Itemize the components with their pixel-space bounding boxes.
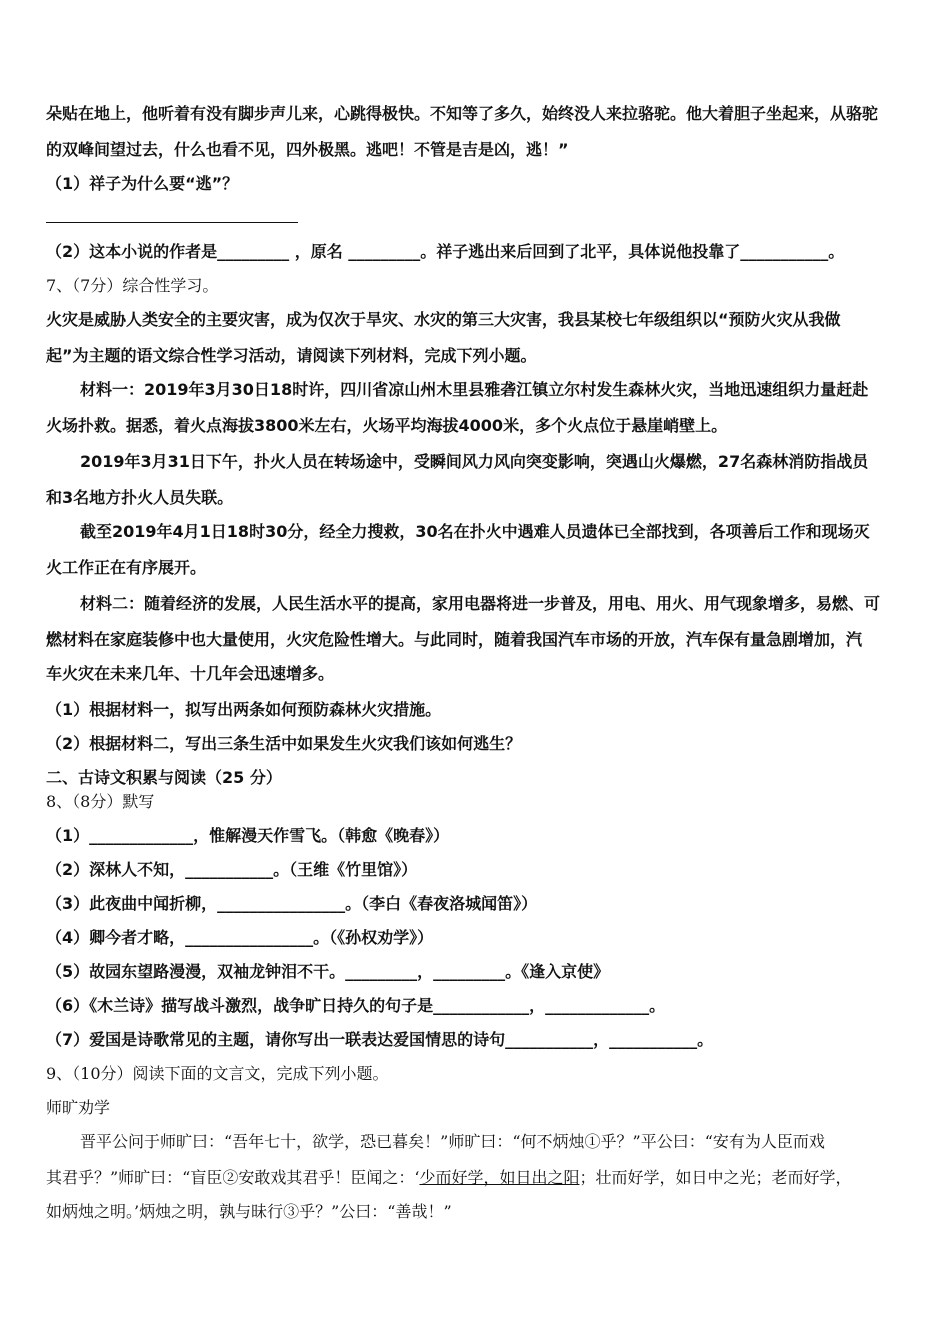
material-text: 火工作正在有序展开。 [46, 558, 207, 577]
material-text: 截至2019年4月1日18时30分，经全力搜救，30名在扑火中遇难人员遗体已全部找到，各项善后工作和现场灭 [80, 522, 870, 541]
passage-text: 晋平公问于师旷曰：“吾年七十，欲学，恐已暮矣！”师旷曰：“何不炳烛①乎？”平公曰：“安有为人臣而戏 [80, 1132, 825, 1151]
section-heading: 二、古诗文积累与阅读（25 分） [46, 768, 282, 787]
text-line: 起”为主题的语文综合性学习活动，请阅读下列材料，完成下列小题。 [46, 346, 537, 365]
material-text: 火场扑救。据悉，着火点海拔3800米左右，火场平均海拔4000米，多个火点位于悬崖峭壁上。 [46, 416, 728, 435]
question-text: （6）《木兰诗》描写战斗激烈，战争旷日持久的句子是____________，_____________。 [46, 996, 666, 1015]
question-heading-text: 7、（7分）综合性学习。 [46, 276, 219, 295]
question-text: （1）祥子为什么要“逃”？ [46, 174, 239, 193]
question-text: （5）故园东望路漫漫，双袖龙钟泪不干。_________，_________。《逢入京使》 [46, 962, 610, 981]
passage-text: 如炳烛之明。’炳烛之明，孰与昧行③乎？”公曰：“善哉！” [46, 1202, 452, 1221]
question-text: （1）_____________，惟解漫天作雪飞。（韩愈《晚春》） [46, 826, 450, 845]
material-text: 2019年3月31日下午，扑火人员在转场途中，受瞬间风力风向突变影响，突遇山火爆燃，27名森林消防指战员 [80, 452, 869, 471]
question-heading-text: 8、（8分）默写 [46, 792, 155, 811]
passage-segment: 其君乎？”师旷曰：“盲臣②安敢戏其君乎！臣闻之：‘ [46, 1168, 420, 1187]
question-heading: 9、（10分）阅读下面的文言文，完成下列小题。 [46, 1064, 389, 1083]
passage-text [46, 1168, 910, 1188]
question-text: （2）深林人不知，___________。（王维《竹里馆》） [46, 860, 418, 879]
answer-blank-line [46, 222, 298, 223]
text-line: 火灾是威胁人类安全的主要灾害，成为仅次于旱灾、水灾的第三大灾害，我县某校七年级组织以“预防火灾从我做 [46, 310, 841, 329]
question-text: （3）此夜曲中闻折柳，________________。（李白《春夜洛城闻笛》） [46, 894, 538, 913]
material-text: 材料一：2019年3月30日18时许，四川省凉山州木里县雅砻江镇立尔村发生森林火灾，当地迅速组织力量赶赴 [80, 380, 869, 399]
material-text: 材料二：随着经济的发展，人民生活水平的提高，家用电器将进一步普及，用电、用火、用气现象增多，易燃、可 [80, 594, 881, 613]
material-text: 燃材料在家庭装修中也大量使用，火灾危险性增大。与此同时，随着我国汽车市场的开放，汽车保有量急剧增加，汽 [46, 630, 863, 649]
material-text: 车火灾在未来几年、十几年会迅速增多。 [46, 664, 335, 683]
question-heading [46, 792, 910, 812]
question-text: （4）卿今者才略，________________。（《孙权劝学》） [46, 928, 434, 947]
question-heading [46, 276, 910, 296]
material-text: 和3名地方扑火人员失联。 [46, 488, 234, 507]
passage-title: 师旷劝学 [46, 1098, 111, 1117]
underlined-sentence: 少而好学，如日出之阳 [419, 1168, 580, 1187]
question-text: （7）爱国是诗歌常见的主题，请你写出一联表达爱国情思的诗句___________，___________。 [46, 1030, 714, 1049]
question-text: （2）根据材料二，写出三条生活中如果发生火灾我们该如何逃生？ [46, 734, 522, 753]
question-text: （2）这本小说的作者是_________ ，原名 _________。祥子逃出来后回到了北平，具体说他投靠了___________。 [46, 242, 845, 261]
text-line: 朵贴在地上，他听着有没有脚步声儿来，心跳得极快。不知等了多久，始终没人来拉骆驼。他大着胆子坐起来，从骆驼 [46, 104, 879, 123]
question-text: （1）根据材料一，拟写出两条如何预防森林火灾措施。 [46, 700, 442, 719]
text-line: 的双峰间望过去，什么也看不见，四外极黑。逃吧！不管是吉是凶，逃！” [46, 140, 569, 159]
passage-segment: ；壮而好学，如日中之光；老而好学， [579, 1168, 852, 1187]
